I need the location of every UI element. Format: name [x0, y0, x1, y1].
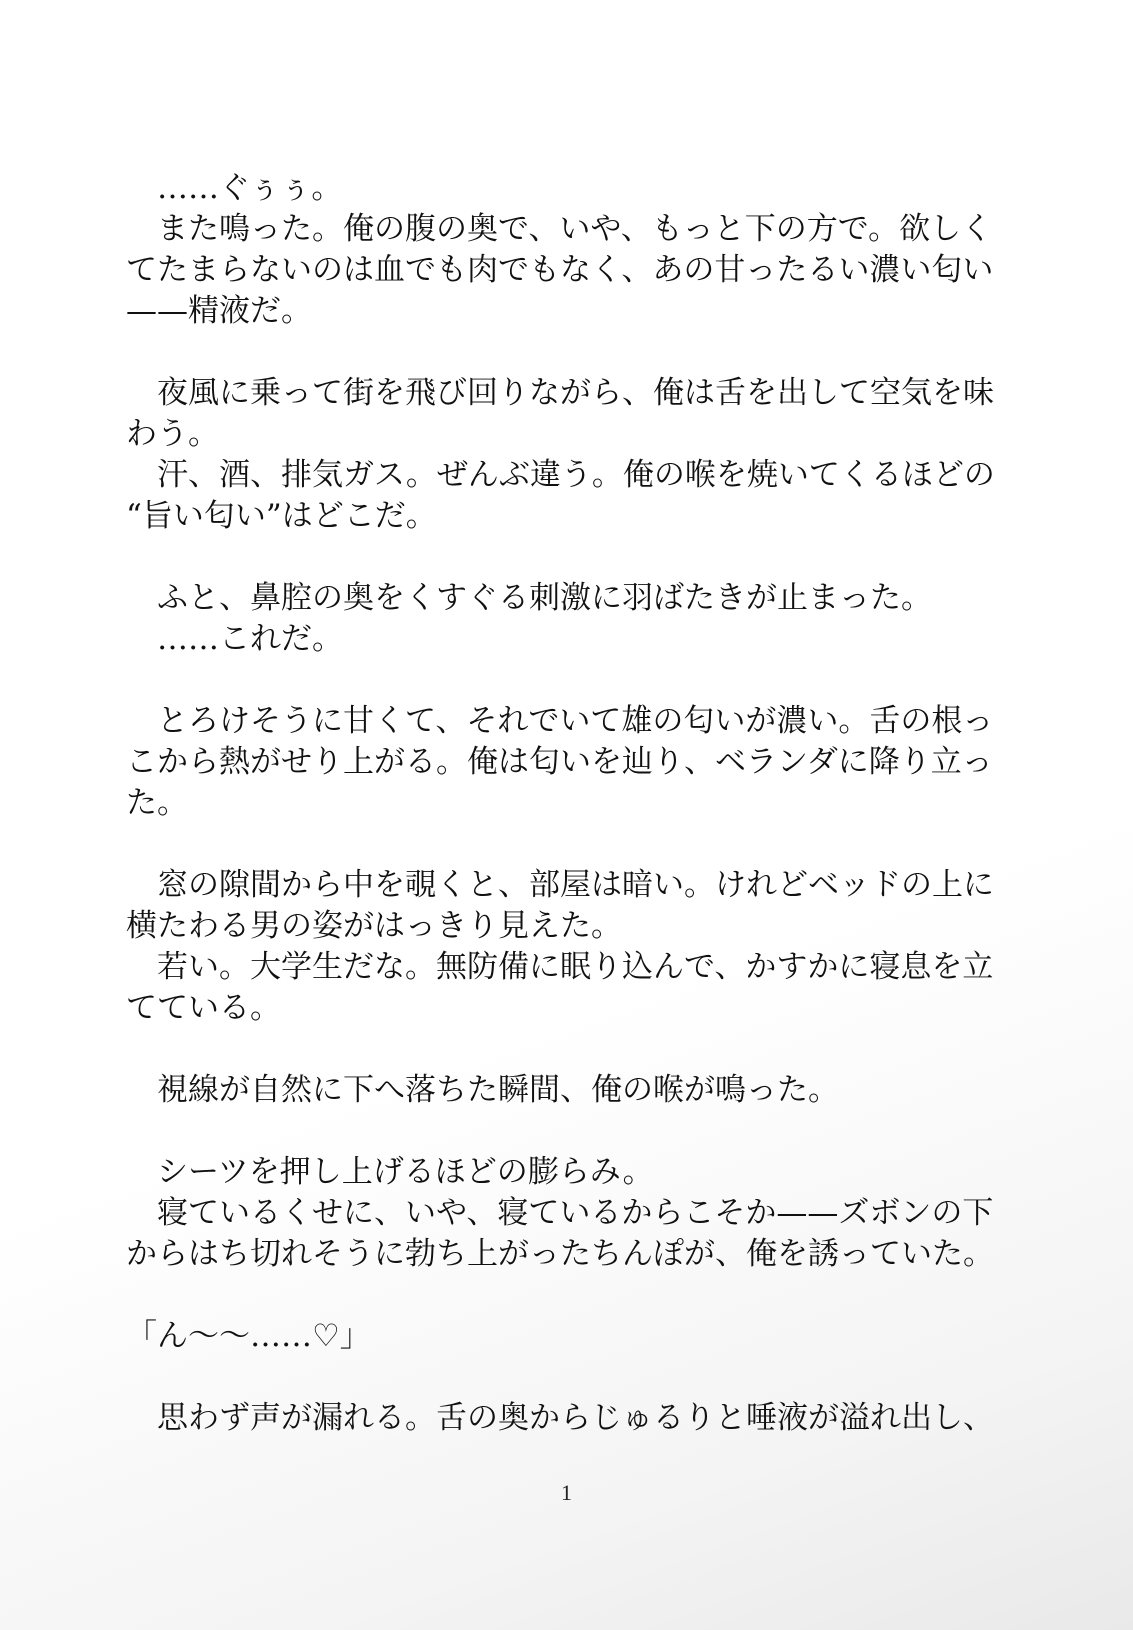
text-line: てている。 — [126, 990, 281, 1026]
text-line: ——精液だ。 — [126, 293, 312, 329]
body-text — [126, 168, 995, 1439]
text-line: 横たわる男の姿がはっきり見えた。 — [126, 908, 622, 944]
text-line: た。 — [126, 785, 188, 821]
text-line: てたまらないのは血でも肉でもなく、あの甘ったるい濃い匂い — [126, 252, 994, 288]
text-line: 汗、酒、排気ガス。ぜんぶ違う。俺の喉を焼いてくるほどの — [126, 457, 995, 493]
text-line: 思わず声が漏れる。舌の奥からじゅるりと唾液が溢れ出し、 — [126, 1400, 994, 1436]
blank-line — [126, 824, 986, 865]
text-line: 窓の隙間から中を覗くと、部屋は暗い。けれどベッドの上に — [126, 867, 994, 903]
blank-line — [126, 1111, 986, 1152]
text-line: 視線が自然に下へ落ちた瞬間、俺の喉が鳴った。 — [126, 1072, 839, 1108]
blank-line — [126, 1275, 986, 1316]
text-line: わう。 — [126, 416, 219, 452]
text-line: ……ぐぅぅ。 — [126, 170, 343, 206]
text-line: 夜風に乗って街を飛び回りながら、俺は舌を出して空気を味 — [126, 375, 994, 411]
blank-line — [126, 660, 986, 701]
text-line: とろけそうに甘くて、それでいて雄の匂いが濃い。舌の根っ — [126, 703, 994, 739]
text-line: からはち切れそうに勃ち上がったちんぽが、俺を誘っていた。 — [126, 1236, 994, 1272]
blank-line — [126, 1029, 986, 1070]
page-number: 1 — [561, 1480, 572, 1505]
text-line: ふと、鼻腔の奥をくすぐる刺激に羽ばたきが止まった。 — [126, 580, 932, 616]
text-line: ……これだ。 — [126, 621, 343, 657]
blank-line — [126, 537, 986, 578]
text-line: こから熱がせり上がる。俺は匂いを辿り、ベランダに降り立っ — [126, 744, 993, 780]
blank-line — [126, 1357, 986, 1398]
text-line: 寝ているくせに、いや、寝ているからこそか——ズボンの下 — [126, 1195, 994, 1231]
text-line: 「ん〜〜……♡」 — [126, 1318, 371, 1354]
blank-line — [126, 332, 986, 373]
text-line: “旨い匂い”はどこだ。 — [126, 498, 437, 534]
text-line: シーツを押し上げるほどの膨らみ。 — [126, 1154, 654, 1190]
text-line: また鳴った。俺の腹の奥で、いや、もっと下の方で。欲しく — [126, 211, 993, 247]
text-line: 若い。大学生だな。無防備に眠り込んで、かすかに寝息を立 — [126, 949, 994, 985]
